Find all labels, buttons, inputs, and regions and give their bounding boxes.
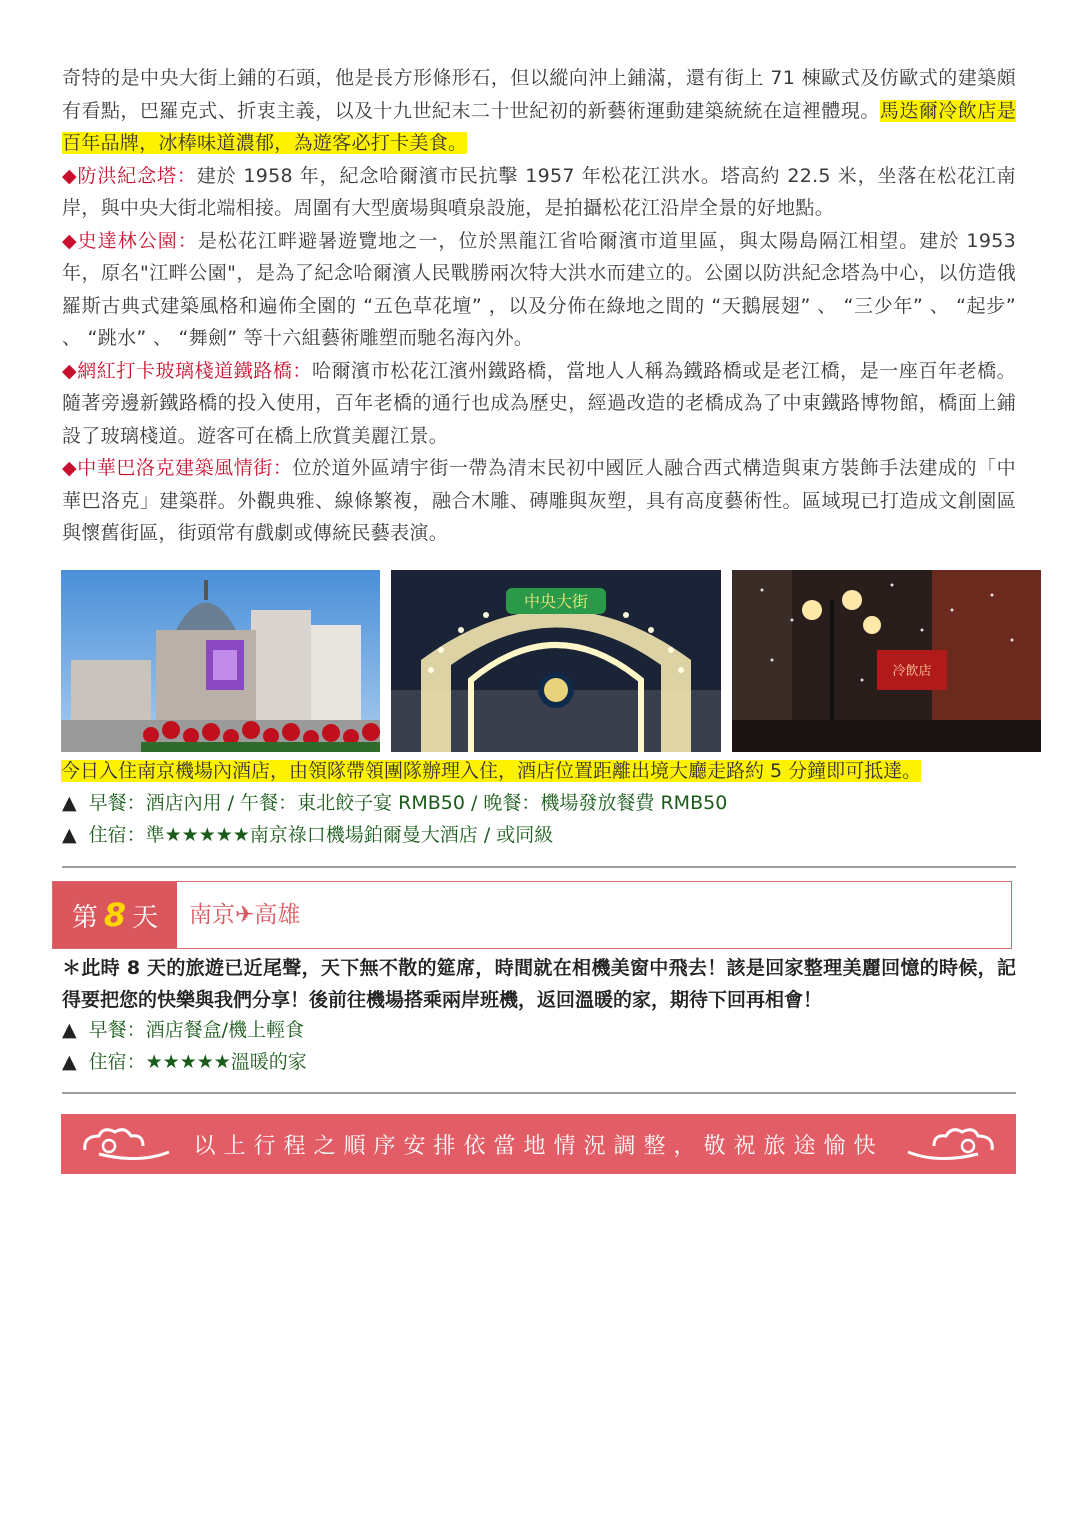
day7-lodging-text: 住宿：準★★★★★南京祿口機場鉑爾曼大酒店 / 或同級 [88,824,554,846]
day8-lodging-text: 住宿：★★★★★溫暖的家 [88,1051,307,1073]
photo-light-arch [391,570,721,752]
footer-banner [61,1114,1016,1174]
diamond-marker-icon: ◆ [62,457,78,479]
intro-paragraph [62,62,1016,160]
spot-text: 是松花江畔避暑遊覽地之一，位於黑龍江省哈爾濱市道里區，與太陽島隔江相望。建於 1953 年，原名"江畔公園"，是為了紀念哈爾濱人民戰勝兩次特大洪水而建立的。公園以防洪紀念塔為中心，以仿造俄羅斯古典式建築風格和遍佈全園的 “五色草花壇” ，以及分佈在綠地之間的 “天鵝展翅” 、 “三少年” 、 “起步” 、 “跳水” 、 “舞劍” 等十六組藝術雕塑而馳名海內外。 [62,229,1016,349]
spot-text: 建於 1958 年，紀念哈爾濱市民抗擊 1957 年松花江洪水。塔高約 22.5 米，坐落在松花江南岸，與中央大街北端相接。周圍有大型廣場與噴泉設施，是拍攝松花江沿岸全景的好地點。 [62,164,1016,219]
triangle-icon: ▲ [62,1051,77,1073]
day8-route: 南京✈高雄 [189,902,301,928]
spot-text: 哈爾濱市松花江濱州鐵路橋，當地人人稱為鐵路橋或是老江橋，是一座百年老橋。隨著旁邊新鐵路橋的投入使用，百年老橋的通行也成為歷史，經過改造的老橋成為了中東鐵路博物館，橋面上鋪設了玻璃棧道。遊客可在橋上欣賞美麗江景。 [62,359,1016,447]
spot-title: 防洪紀念塔： [77,164,197,187]
day8-description: ＊此時 8 天的旅遊已近尾聲，天下無不散的筵席，時間就在相機美窗中飛去！該是回家整理美麗回憶的時候，記得要把您的快樂與我們分享！後前往機場搭乘兩岸班機，返回溫暖的家，期待下回再相會！ [62,957,1016,1011]
intro-highlight: 馬迭爾冷飲店是百年品牌，冰棒味道濃郁，為遊客必打卡美食。 [62,99,1016,154]
triangle-icon: ▲ [62,1019,77,1041]
photo-snowy-street [732,570,1041,752]
spot-title: 網紅打卡玻璃棧道鐵路橋： [77,359,312,382]
day8-meals [62,1015,304,1045]
diamond-marker-icon: ◆ [62,359,78,382]
day7-lodging [62,820,553,850]
day8-label [53,882,177,948]
spot-stalin-park [62,225,1016,355]
photo-sign-text: 冷飲店 [892,664,932,679]
photo-strip [61,570,1041,752]
diamond-marker-icon: ◆ [62,229,78,252]
day8-header [52,881,1012,949]
hotel-note [61,755,1016,788]
footer-text: 以上行程之順序安排依當地情況調整，敬祝旅途愉快 [193,1133,884,1159]
day-number: 8 [103,896,127,934]
itinerary-text [62,62,1016,550]
day7-meals [62,788,727,818]
spot-title: 史達林公園： [77,229,198,252]
intro-text: 奇特的是中央大街上鋪的石頭，他是長方形條形石，但以縱向沖上鋪滿，還有街上 71 棟歐式及仿歐式的建築頗有看點，巴羅克式、折衷主義，以及十九世紀末二十世紀初的新藝術運動建築統統在這裡體現。 [62,67,1016,122]
cloud-right-icon [906,1124,998,1164]
section-divider [62,866,1016,868]
hotel-note-text: 今日入住南京機場內酒店，由領隊帶領團隊辦理入住，酒店位置距離出境大廳走路約 5 分鐘即可抵達。 [61,760,922,782]
photo-central-street [61,570,380,752]
spot-baroque-street [62,452,1016,550]
diamond-marker-icon: ◆ [62,164,78,187]
day7-meals-text: 早餐：酒店內用 / 午餐：東北餃子宴 RMB50 / 晚餐：機場發放餐費 RMB50 [88,792,728,814]
svg-text:中央大街: 中央大街 [523,592,589,611]
spot-flood-tower [62,160,1016,225]
day8-lodging [62,1047,307,1077]
cloud-left-icon [79,1124,171,1164]
spot-text: 位於道外區靖宇街一帶為清末民初中國匠人融合西式構造與東方裝飾手法建成的「中華巴洛克」建築群。外觀典雅、線條繁複，融合木雕、磚雕與灰塑，具有高度藝術性。區域現已打造成文創園區與懷舊街區，街頭常有戲劇或傳統民藝表演。 [62,457,1016,544]
spot-title: 中華巴洛克建築風情街： [77,457,293,479]
day8-meals-text: 早餐：酒店餐盒/機上輕食 [88,1019,305,1041]
triangle-icon: ▲ [62,824,77,846]
section-divider [62,1092,1016,1094]
day-label-prefix: 第 [71,902,98,933]
triangle-icon: ▲ [62,792,77,814]
day-label-suffix: 天 [132,902,159,933]
spot-railway-bridge [62,355,1016,453]
